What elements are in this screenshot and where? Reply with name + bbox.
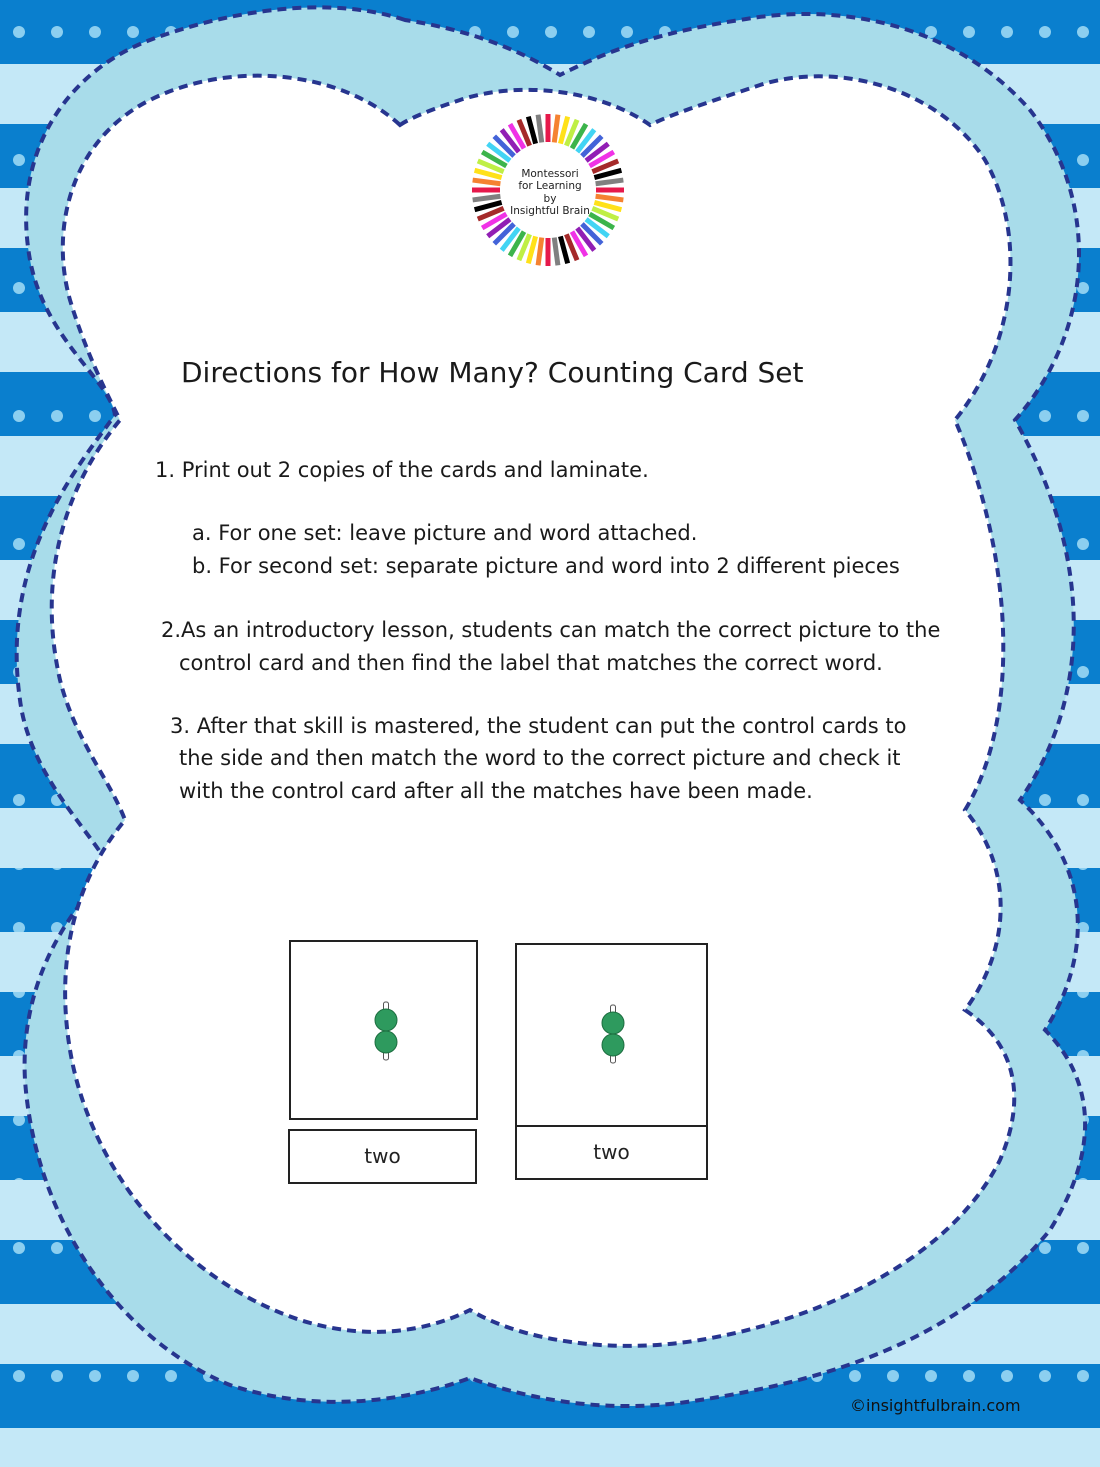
separated-label-word: two xyxy=(364,1144,401,1168)
step-3-line-3: with the control card after all the matches have been made. xyxy=(179,779,813,803)
attached-control-card xyxy=(515,943,708,1180)
step-2-line-1: 2.As an introductory lesson, students can match the correct picture to the xyxy=(161,618,941,642)
separated-label-card xyxy=(288,1129,477,1184)
logo-text-line-4: Insightful Brain xyxy=(510,205,590,217)
logo-text-line-2: for Learning xyxy=(518,180,582,192)
copyright-footer: ©insightfulbrain.com xyxy=(850,1396,1021,1415)
bead xyxy=(602,1034,624,1056)
bead xyxy=(375,1031,397,1053)
step-2-line-2: control card and then find the label that matches the correct word. xyxy=(179,651,883,675)
step-1: 1. Print out 2 copies of the cards and laminate. xyxy=(155,458,649,482)
step-3-line-1: 3. After that skill is mastered, the student can put the control cards to xyxy=(170,714,907,738)
step-1b: b. For second set: separate picture and word into 2 different pieces xyxy=(192,554,900,578)
logo-text-line-3: by xyxy=(543,193,557,205)
bead-bar-icon xyxy=(291,942,476,1118)
page-title: Directions for How Many? Counting Card Set xyxy=(181,356,804,389)
bead xyxy=(602,1012,624,1034)
step-1a: a. For one set: leave picture and word attached. xyxy=(192,521,698,545)
bead xyxy=(375,1009,397,1031)
separated-picture-card xyxy=(289,940,478,1120)
step-3-line-2: the side and then match the word to the correct picture and check it xyxy=(179,746,901,770)
logo-text-line-1: Montessori xyxy=(521,168,579,180)
bead-bar-icon xyxy=(517,945,706,1125)
attached-label-word: two xyxy=(593,1140,630,1164)
card-divider xyxy=(517,1125,706,1127)
